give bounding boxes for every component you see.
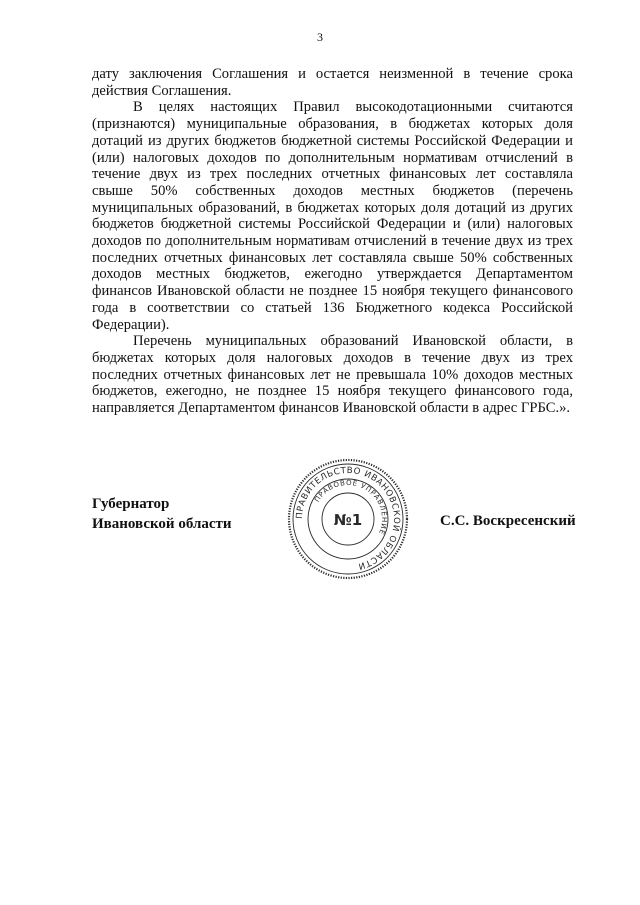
paragraph-high-subsidy-definition: В целях настоящих Правил высокодотационными считаются (признаются) муниципальные образования, в бюджетах которых доля дотаций из других бюджетов бюджетной системы Российской Федерации и (или) налоговых доходов по дополнительным нормативам отчислений в течение двух из трех последних отчетных финансовых лет составляла свыше 50% собственных доходов местных бюджетов (перечень муниципальных образований, в бюджетах которых доля дотаций из других бюджетов бюджетной системы Российской Федерации и (или) налоговых доходов по дополнительным нормативам отчислений в течение двух из трех последних отчетных финансовых лет составляла свыше 50% собственных доходов местных бюджетов, ежегодно утверждается Департаментом финансов Ивановской области не позднее 15 ноября текущего финансового года в соответствии со статьей 136 Бюджетного кодекса Российской Федерации). — [92, 99, 573, 333]
document-body — [92, 66, 573, 417]
page-number: 3 — [317, 30, 323, 44]
signatory-title-line2: Ивановской области — [92, 516, 232, 532]
signatory-title-line1: Губернатор — [92, 496, 170, 512]
seal-number: №1 — [333, 511, 363, 529]
paragraph-continuation: дату заключения Соглашения и остается неизменной в течение срока действия Соглашения. — [92, 66, 573, 99]
signatory-name: С.С. Воскресенский — [440, 513, 576, 529]
seal-ring-text: ПРАВИТЕЛЬСТВО ИВАНОВСКОЙ ОБЛАСТИ — [294, 465, 402, 571]
signatory-title — [92, 494, 232, 534]
seal-inner-text: ПРАВОВОЕ УПРАВЛЕНИЕ — [313, 478, 389, 537]
official-seal — [286, 457, 410, 581]
paragraph-municipal-list: Перечень муниципальных образований Ивановской области, в бюджетах которых доля налоговых доходов в течение двух из трех последних отчетных финансовых лет не превышала 10% доходов местных бюджетов, ежегодно, не позднее 15 ноября текущего финансового года, направляется Департаментом финансов Ивановской области в адрес ГРБС.». — [92, 333, 573, 417]
